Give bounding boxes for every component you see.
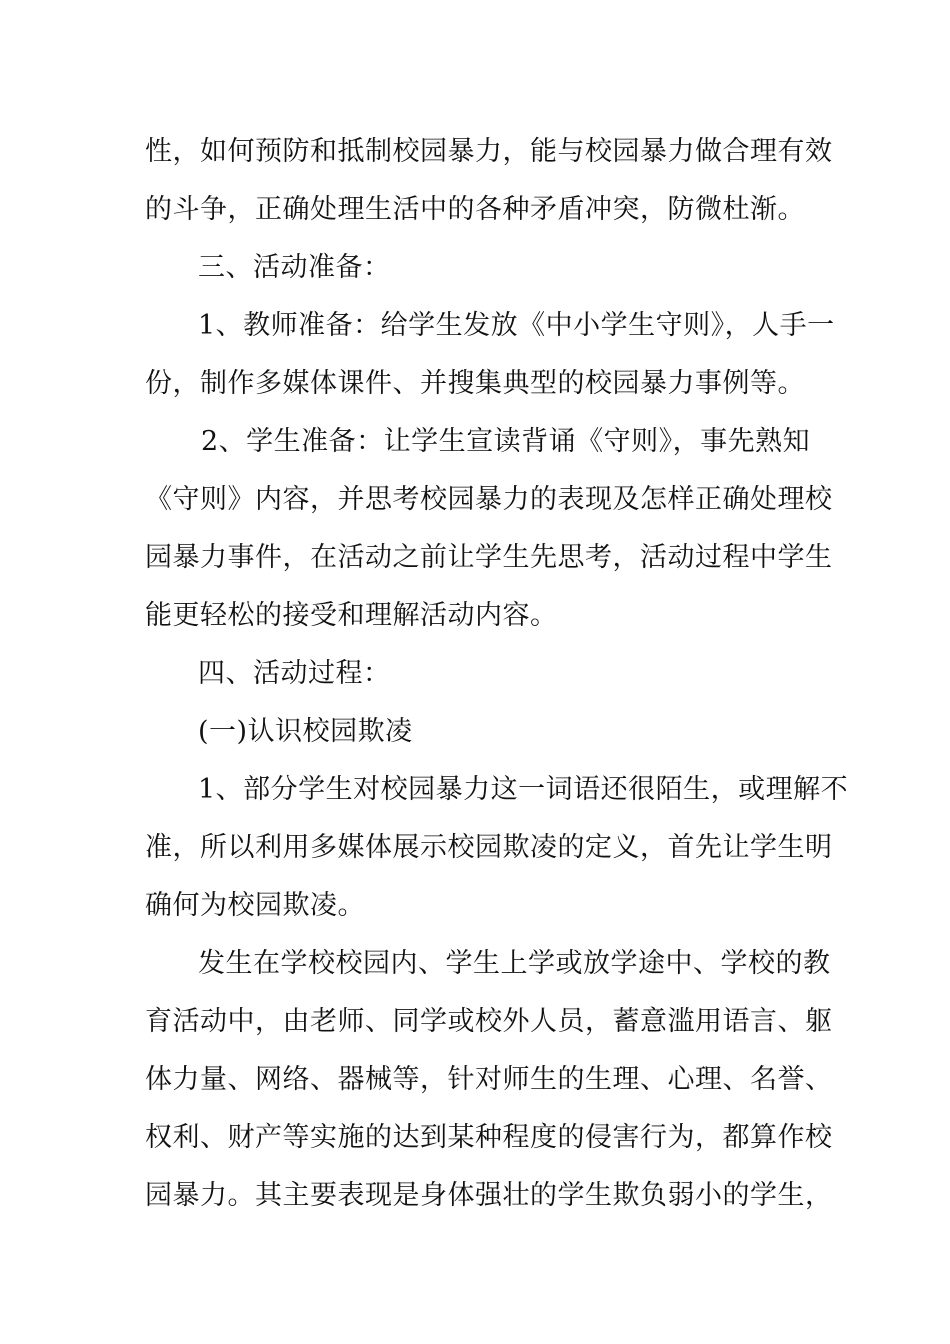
text-line: 2、学生准备：让学生宣读背诵《守则》，事先熟知 xyxy=(201,426,811,457)
text-line: 的斗争，正确处理生活中的各种矛盾冲突，防微杜渐。 xyxy=(145,194,805,225)
text-line: 份，制作多媒体课件、并搜集典型的校园暴力事例等。 xyxy=(145,368,805,399)
text-line: 权利、财产等实施的达到某种程度的侵害行为，都算作校 xyxy=(145,1122,833,1153)
text-line: 发生在学校校园内、学生上学或放学途中、学校的教 xyxy=(198,948,831,979)
text-line: 能更轻松的接受和理解活动内容。 xyxy=(145,600,558,631)
text-line: 园暴力。其主要表现是身体强壮的学生欺负弱小的学生， xyxy=(145,1180,833,1211)
section-heading: 四、活动过程： xyxy=(198,658,391,689)
text-line: 《守则》内容，并思考校园暴力的表现及怎样正确处理校 xyxy=(145,484,833,515)
section-heading: 三、活动准备： xyxy=(198,252,391,283)
text-line: 确何为校园欺凌。 xyxy=(145,890,365,921)
text-line: 1、教师准备：给学生发放《中小学生守则》，人手一 xyxy=(198,310,835,341)
subsection-heading: (一)认识校园欺凌 xyxy=(198,716,413,747)
text-line: 准，所以利用多媒体展示校园欺凌的定义，首先让学生明 xyxy=(145,832,833,863)
text-line: 1、部分学生对校园暴力这一词语还很陌生，或理解不 xyxy=(198,774,849,805)
text-line: 体力量、网络、器械等，针对师生的生理、心理、名誉、 xyxy=(145,1064,833,1095)
text-line: 性，如何预防和抵制校园暴力，能与校园暴力做合理有效 xyxy=(145,136,833,167)
text-line: 育活动中，由老师、同学或校外人员，蓄意滥用语言、躯 xyxy=(145,1006,833,1037)
text-line: 园暴力事件，在活动之前让学生先思考，活动过程中学生 xyxy=(145,542,833,573)
